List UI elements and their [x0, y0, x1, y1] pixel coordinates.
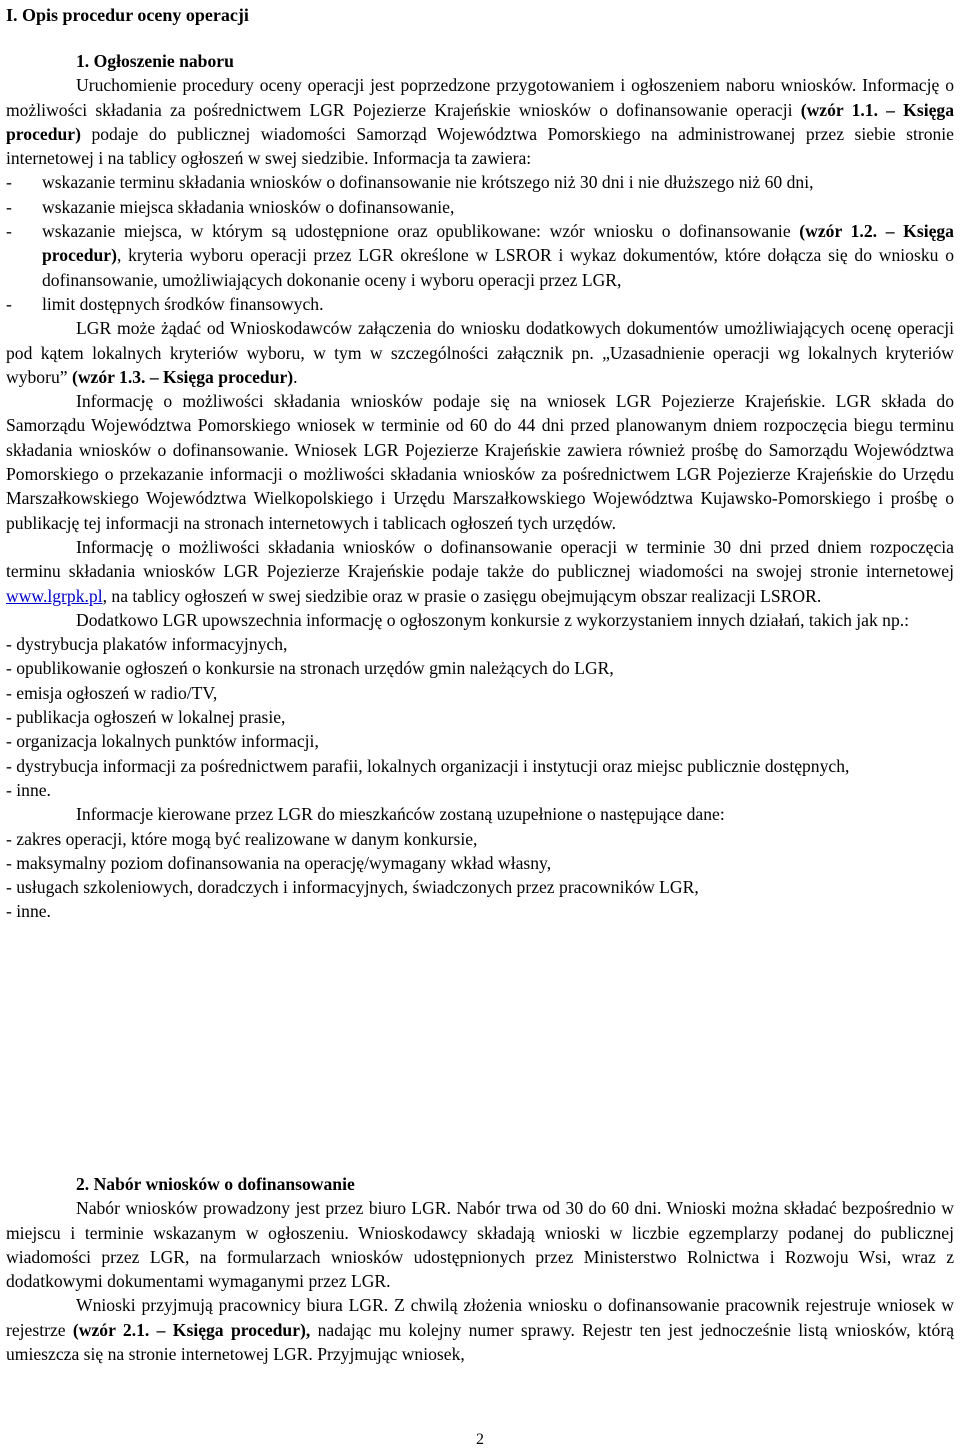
action-item: - organizacja lokalnych punktów informacji, [6, 731, 319, 752]
sub2-ref: (wzór 2.1. – Księga procedur), [72, 1319, 311, 1340]
website-link[interactable]: www.lgrpk.pl [6, 585, 103, 606]
intro-text-2: podaje do publicznej wiadomości Samorząd Województwa Pomorskiego na administrowanej przez siebie stronie internetowej i na tablicy ogłoszeń w swej siedzibie. Informacja ta zawiera: [6, 123, 954, 169]
list-item: - wskazanie miejsca składania wniosków o dofinansowanie, [6, 195, 954, 219]
list-item-text: limit dostępnych środków finansowych. [42, 293, 324, 314]
paragraph-submission-1: Nabór wniosków prowadzony jest przez biuro LGR. Nabór trwa od 30 do 60 dni. Wnioski można składać bezpośrednio w miejscu i terminie wskazanym w ogłoszeniu. Wnioskodawcy składają wnioski w liczbie egzemplarzy podanej do publicznej wiadomości przez LGR, na formularzach wniosków udostępnionych przez Ministerstwo Rolnictwa i Rozwoju Wsi, wraz z dodatkowymi dokumentami wymaganymi przez LGR. [6, 1198, 954, 1292]
web-text-1: Informację o możliwości składania wniosków o dofinansowanie operacji w terminie 30 dni przed dniem rozpoczęcia terminu składania wniosków LGR Pojezierze Krajeńskie podaje także do publicznej wiadomości na swojej stronie internetowej [6, 536, 954, 582]
action-item: - publikacja ogłoszeń w lokalnej prasie, [6, 707, 286, 728]
action-item: - inne. [6, 779, 51, 800]
intro-ref: (wzór 1.1. – Księga procedur) [6, 99, 954, 144]
sub2-text-2: nadając mu kolejny numer sprawy. Rejestr ten jest jednocześnie listą wniosków, którą umieszcza się na stronie internetowej LGR. Przyjmując wniosek, [6, 1319, 954, 1365]
item3-text-2: , kryteria wyboru operacji przez LGR określone w LSROR i wykaz dokumentów, które dołącza się do wniosku o dofinansowanie, umożliwiających dokonanie oceny i wyboru operacji przez LGR, [42, 245, 954, 290]
list-item-text [42, 219, 954, 292]
intro-text-1: Uruchomienie procedury oceny operacji jest poprzedzone przygotowaniem i ogłoszeniem naboru wniosków. Informację o możliwości składania za pośrednictwem LGR Pojezierze Krajeńskie wniosków o dofinansowanie operacji [6, 75, 954, 120]
attach-text-2: . [293, 366, 298, 387]
item3-ref: (wzór 1.2. – Księga procedur) [42, 221, 954, 266]
list-item: - wskazanie miejsca, w którym są udostępnione oraz opublikowane: wzór wniosku o dofinansowanie (wzór 1.2. – Księga procedur), kryteria wyboru operacji przez LGR określone w LSROR i wykaz dokumentów, które dołącza się do wniosku o dofinansowanie, umożliwiających dokonanie oceny i wyboru operacji przez LGR, [6, 219, 954, 292]
section-title: I. Opis procedur oceny operacji [6, 5, 249, 25]
action-item: - dystrybucja informacji za pośrednictwem parafii, lokalnych organizacji i instytucji oraz miejsc publicznie dostępnych, [6, 755, 850, 776]
web-text-2: , na tablicy ogłoszeń w swej siedzibie oraz w prasie o zasięgu obejmującym obszar realizacji LSROR. [102, 585, 822, 606]
item3-text-1: wskazanie miejsca, w którym są udostępnione oraz opublikowane: wzór wniosku o dofinansowanie [42, 221, 800, 242]
sub2-text-1: Wnioski przyjmują pracownicy biura LGR. Z chwilą złożenia wniosku o dofinansowanie pracownik rejestruje wniosek w rejestrze [6, 1295, 954, 1340]
heading-submission: 2. Nabór wniosków o dofinansowanie [76, 1174, 355, 1194]
list-item-text: wskazanie terminu składania wniosków o dofinansowanie nie krótszego niż 30 dni i nie dłuższego niż 60 dni, [42, 172, 814, 193]
resident-item: - inne. [6, 901, 51, 922]
heading-announcement: 1. Ogłoszenie naboru [76, 51, 234, 71]
resident-item: - usługach szkoleniowych, doradczych i informacyjnych, świadczonych przez pracowników LGR, [6, 877, 699, 898]
action-item: - dystrybucja plakatów informacyjnych, [6, 634, 288, 655]
page-number: 2 [476, 1431, 484, 1448]
paragraph-intro [6, 73, 954, 170]
paragraph-additional: Dodatkowo LGR upowszechnia informację o ogłoszonym konkursie z wykorzystaniem innych działań, takich jak np.: [76, 609, 910, 630]
paragraph-request: Informację o możliwości składania wniosków podaje się na wniosek LGR Pojezierze Krajeńskie. LGR składa do Samorządu Województwa Pomorskiego wniosek w terminie od 60 do 44 dni przed planowanym dniem rozpoczęcia biegu terminu składania wniosków o dofinansowanie. Wniosek LGR Pojezierze Krajeńskie zawiera również prośbę do Samorządu Województwa Pomorskiego o przekazanie informacji o możliwości składania wniosków za pośrednictwem LGR Pojezierze Krajeńskie do Urzędu Marszałkowskiego Województwa Wielkopolskiego i Urzędu Marszałkowskiego Województwa Kujawsko-Pomorskiego i prośbę o publikację tej informacji na stronach internetowych i tablicach ogłoszeń tych urzędów. [6, 391, 954, 533]
paragraph-submission-2 [6, 1293, 954, 1366]
paragraph-website [6, 535, 954, 608]
action-item: - opublikowanie ogłoszeń o konkursie na stronach urzędów gmin należących do LGR, [6, 658, 614, 679]
list-item-text: wskazanie miejsca składania wniosków o dofinansowanie, [42, 196, 455, 217]
list-item: - limit dostępnych środków finansowych. [6, 292, 954, 316]
section-1 [6, 49, 954, 924]
paragraph-residents: Informacje kierowane przez LGR do mieszkańców zostaną uzupełnione o następujące dane: [76, 804, 725, 825]
attach-text-1: LGR może żądać od Wnioskodawców załączenia do wniosku dodatkowych dokumentów umożliwiających ocenę operacji pod kątem lokalnych kryteriów wyboru, w tym w szczególności załącznik pn. „Uzasadnienie operacji wg lokalnych kryteriów wyboru” [6, 318, 954, 387]
list-item: - wskazanie terminu składania wniosków o dofinansowanie nie krótszego niż 30 dni i nie dłuższego niż 60 dni, [6, 170, 954, 194]
resident-item: - maksymalny poziom dofinansowania na operację/wymagany wkład własny, [6, 852, 552, 873]
resident-item: - zakres operacji, które mogą być realizowane w danym konkursie, [6, 828, 478, 849]
action-item: - emisja ogłoszeń w radio/TV, [6, 682, 218, 703]
section-2 [6, 1172, 954, 1366]
attach-ref: (wzór 1.3. – Księga procedur) [71, 366, 294, 387]
paragraph-attachments [6, 316, 954, 389]
